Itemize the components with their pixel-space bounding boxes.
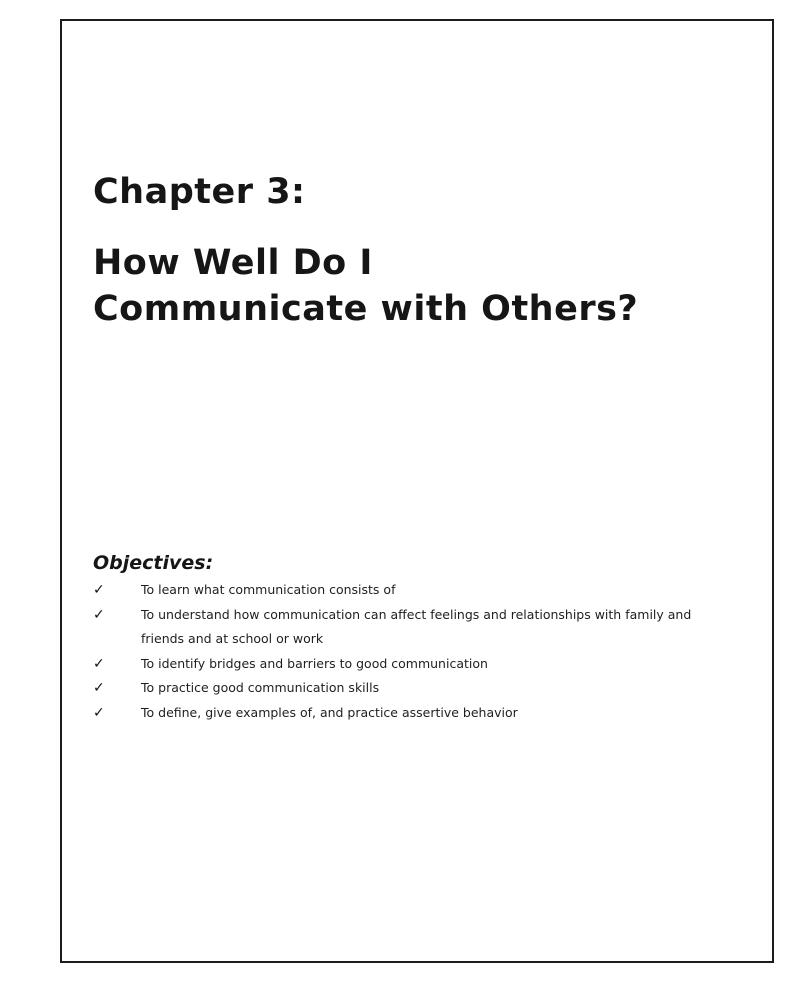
objective-text: To identify bridges and barriers to good communication [141, 655, 488, 671]
chapter-number: Chapter 3: [93, 172, 306, 212]
check-mark-icon: ✓ [93, 655, 105, 672]
chapter-title [93, 240, 638, 332]
chapter-title-line-1: How Well Do I [93, 243, 373, 283]
check-mark-icon: ✓ [93, 680, 105, 696]
page-border [60, 19, 774, 963]
objective-item [93, 652, 733, 677]
objective-item [93, 603, 733, 652]
check-mark-icon: ✓ [93, 606, 105, 623]
check-mark-icon: ✓ [93, 704, 105, 721]
chapter-title-line-2: Communicate with Others? [93, 289, 639, 329]
objective-text: To learn what communication consists of [141, 582, 396, 597]
check-mark-icon: ✓ [93, 582, 105, 598]
objective-text: To practice good communication skills [141, 680, 380, 695]
objective-item [93, 676, 733, 701]
objective-item [93, 701, 733, 726]
objectives-list [93, 578, 733, 725]
objective-item [93, 578, 733, 603]
objective-text: To understand how communication can affect feelings and relationships with family and friends and at school or work [141, 606, 692, 646]
objectives-heading: Objectives: [93, 552, 214, 574]
objective-text: To define, give examples of, and practice assertive behavior [141, 704, 518, 720]
